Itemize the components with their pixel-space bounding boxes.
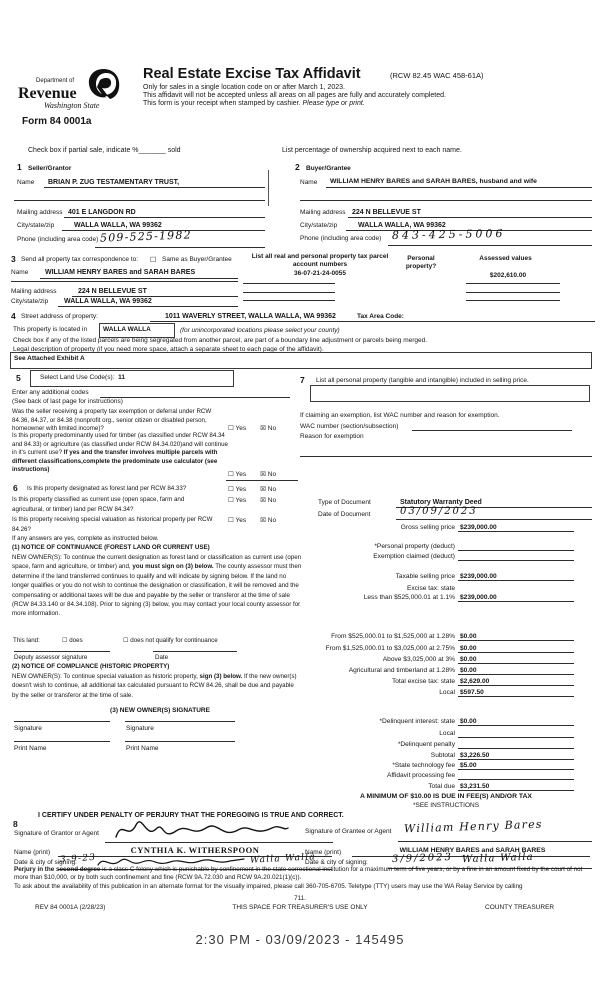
excise-row-personal-deduct	[0, 543, 455, 550]
row-value: $239,000.00	[460, 594, 497, 601]
seller-mailing-label: Mailing address	[17, 209, 63, 216]
notice1-c: The county assessor must then determine if the land transferred continues to qualify and will indicate by signing below. If the land no longer qualifies or you do not wish to continue the designation or classification, it will be removed and the compensating or additional taxes will be due and payable by the seller or transferor at the time of sale (RCW 84.33.140 or 84.34.108). Prior to signing (3) below, you may contact your local county assessor for more information.	[12, 563, 302, 618]
excise-row-tier1	[0, 594, 497, 601]
correspondence-send-label: Send all property tax correspondence to:	[21, 256, 139, 263]
seller-phone-value: 509-525-1982	[99, 228, 193, 245]
personal-property-heading-7: List all personal property (tangible and intangible) included in selling price.	[316, 377, 529, 384]
land-use-code: 11	[118, 374, 125, 381]
no-label: No	[267, 425, 277, 432]
yes-checkbox-icon: ☐	[228, 425, 234, 432]
date-of-document-value: 03/09/2023	[400, 506, 478, 517]
timber-question-bold: If yes and the transfer involves multiple parcels with different classifications,complete the predominate use calculator (see instructions)	[12, 449, 218, 474]
section4-number: 4	[11, 311, 16, 321]
row-label: Total excise tax: state	[391, 678, 455, 685]
perjury-bold: Perjury in the second degree	[14, 866, 101, 873]
personal-property-heading: Personal property?	[405, 255, 437, 271]
timber-question	[12, 432, 228, 475]
row-label: From $1,525,000.01 to $3,025,000 at 2.75%	[325, 645, 455, 652]
forest-land-question: Is this property designated as forest land per RCW 84.33?	[27, 485, 187, 492]
notice3-title: (3) NEW OWNER(S) SIGNATURE	[110, 707, 210, 714]
agency-name: Revenue	[18, 85, 77, 102]
any-yes-note: If any answers are yes, complete as instructed below.	[12, 535, 159, 542]
rule	[95, 247, 265, 248]
seller-phone-label: Phone (including area code)	[17, 236, 99, 243]
header-note-3-text: This form is your receipt when stamped by cashier.	[143, 100, 303, 107]
parcel-number: 36-07-21-24-0055	[293, 270, 347, 277]
does-checkbox-icon: ☐	[62, 637, 68, 644]
historic-answer	[228, 516, 276, 524]
county-value: WALLA WALLA	[103, 326, 151, 333]
historic-question: Is this property receiving special valuation as historical property per RCW 84.26?	[12, 516, 213, 533]
grantee-date-label: Date & city of signing:	[305, 859, 368, 866]
rule	[243, 283, 335, 284]
excise-row-gross	[0, 524, 497, 531]
section5-number: 5	[16, 373, 21, 383]
rule	[326, 187, 592, 188]
date-label: Date	[155, 654, 169, 661]
exemption-note: If claiming an exemption, list WAC number and reason for exemption.	[300, 412, 500, 419]
row-label: Exemption claimed (deduct)	[373, 553, 455, 560]
rule	[412, 430, 572, 431]
excise-row-tier4	[0, 656, 477, 663]
row-label: Gross selling price	[400, 524, 455, 531]
rule	[458, 779, 574, 780]
section2-number: 2	[295, 162, 300, 172]
tty-711: 711.	[294, 895, 306, 902]
seller-city-label: City/state/zip	[17, 222, 55, 229]
type-of-document-label: Type of Document	[318, 499, 371, 506]
row-label: Agricultural and timberland at 1.28%	[348, 667, 455, 674]
excise-row-total-state	[0, 678, 490, 685]
parcel-heading: List all real and personal property tax parcel account numbers	[251, 253, 389, 269]
tty-note: To ask about the availability of this publication in an alternate format for the visually impaired, please call 360-705-6705. Teletype (TTY) users may use the WA Relay Service by calling	[14, 883, 523, 890]
excise-row-processing-fee	[0, 772, 455, 779]
row-value: $0.00	[460, 645, 477, 652]
excise-row-delinquent-penalty	[0, 741, 455, 748]
cashier-stamp: 2:30 PM - 03/09/2023 - 145495	[195, 932, 405, 947]
assessed-value: $202,610.00	[489, 272, 527, 279]
row-label: *State technology fee	[392, 762, 455, 769]
grantee-date-hand: 3/9/2023	[391, 851, 454, 866]
grantor-date-hand: 3-9-23	[59, 852, 97, 866]
correspondence-mailing-value: 224 N BELLEVUE ST	[78, 288, 147, 295]
rule	[398, 841, 592, 842]
certify-statement: I CERTIFY UNDER PENALTY OF PERJURY THAT THE FOREGOING IS TRUE AND CORRECT.	[38, 812, 344, 819]
rule	[100, 397, 290, 398]
ownership-note: List percentage of ownership acquired next to each name.	[282, 147, 462, 154]
yes-checkbox-icon: ☐	[228, 471, 234, 478]
section3-number: 3	[11, 254, 16, 264]
segregated-note: Check box if any of the listed parcels are being segregated from another parcel, are part of a boundary line adjustment or parcels being merged.	[13, 337, 428, 344]
yes-label: Yes	[235, 486, 247, 493]
timber-question-text: Is this property predominantly used for timber (as classified under RCW 84.34 and 84.33) or agriculture (as classified under RCW 84.34.020)and will continue in it's current use?	[12, 432, 228, 457]
rule	[44, 187, 265, 188]
notice1-title: (1) NOTICE OF CONTINUANCE (FOREST LAND OR CURRENT USE)	[12, 544, 210, 551]
yes-label: Yes	[235, 471, 247, 478]
exemption-answer	[228, 424, 276, 432]
partial-sale-note: Check box if partial sale, indicate %_______ sold	[28, 147, 181, 154]
buyer-mailing-label: Mailing address	[300, 209, 346, 216]
rule	[458, 790, 574, 791]
print-name-label-1: Print Name	[14, 745, 47, 752]
perjury-note	[14, 866, 592, 882]
rule	[243, 300, 335, 301]
form-number: Form 84 0001a	[22, 116, 92, 127]
correspondence-city-value: WALLA WALLA, WA 99362	[64, 298, 152, 305]
excise-row-delinquent-local	[0, 730, 455, 737]
same-as-checkbox-icon: ☐	[150, 257, 157, 264]
grantor-city-hand: Walla Walla	[249, 852, 317, 866]
no-label: No	[267, 471, 277, 478]
excise-row-agricultural	[0, 667, 477, 674]
section8-number: 8	[13, 819, 18, 829]
rule	[458, 652, 574, 653]
buyer-name-label: Name	[300, 179, 318, 186]
row-value: $0.00	[460, 656, 477, 663]
legal-description-value: See Attached Exhibit A	[14, 355, 85, 362]
buyer-mailing-value: 224 N BELLEVUE ST	[352, 209, 421, 216]
does-not-label: does not qualify for continuance	[130, 637, 218, 644]
rule	[105, 842, 333, 843]
does-not-checkbox-icon: ☐	[123, 637, 129, 644]
back-of-page-note: (See back of last page for instructions)	[12, 398, 123, 405]
forest-land-answer	[228, 485, 276, 493]
row-value: $0.00	[460, 633, 477, 640]
row-label: Less than $525,000.01 at 1.1%	[363, 594, 455, 601]
buyer-city-label: City/state/zip	[300, 222, 338, 229]
rule	[348, 217, 592, 218]
yes-checkbox-icon: ☐	[228, 517, 234, 524]
see-instructions-note: *SEE INSTRUCTIONS	[412, 802, 480, 809]
excise-row-exemption-deduct	[0, 553, 455, 560]
rule	[458, 640, 574, 641]
header-note-3-italic: Please type or print.	[302, 100, 365, 107]
excise-row-total-due	[0, 783, 490, 790]
buyer-phone-value: 843-425-5006	[391, 227, 506, 242]
seller-mailing-value: 401 E LANGDON RD	[68, 209, 136, 216]
no-label: No	[267, 517, 277, 524]
row-label: Above $3,025,000 at 3%	[382, 656, 455, 663]
rule	[11, 281, 238, 282]
current-use-question: Is this property classified as current use (open space, farm and agricultural, or timber) land per RCW 84.34?	[12, 496, 185, 513]
rule	[458, 663, 574, 664]
signature-label-2: Signature	[126, 725, 154, 732]
assessed-values-heading: Assessed values	[479, 255, 532, 262]
row-value: $597.50	[460, 689, 484, 696]
agency-state: Washington State	[44, 101, 100, 110]
rule	[300, 200, 592, 201]
row-value: $0.00	[460, 718, 477, 725]
header-note-3	[143, 99, 365, 108]
yes-label: Yes	[235, 517, 247, 524]
seller-name-value: BRIAN P. ZUG TESTAMENTARY TRUST,	[48, 179, 180, 186]
no-checkbox-icon: ☒	[260, 486, 266, 493]
type-of-document-value: Statutory Warranty Deed	[400, 499, 482, 506]
row-label: Total due	[428, 783, 455, 790]
grantor-name-print: CYNTHIA K. WITHERSPOON	[130, 845, 260, 855]
yes-checkbox-icon: ☐	[228, 486, 234, 493]
rule	[458, 550, 574, 551]
section1-number: 1	[17, 162, 22, 172]
excise-row-state-header	[0, 585, 455, 592]
buyer-phone-label: Phone (including area code)	[300, 235, 382, 242]
rule	[58, 306, 238, 307]
rule	[243, 292, 335, 293]
row-label: *Delinquent interest: state	[379, 718, 455, 725]
reason-exemption-label: Reason for exemption	[300, 433, 364, 440]
same-as-label: Same as Buyer/Grantee	[162, 256, 232, 263]
seller-city-value: WALLA WALLA, WA 99362	[74, 222, 162, 229]
no-label: No	[267, 497, 277, 504]
notice1-b: you must sign on (3) below.	[132, 563, 214, 571]
row-label: Taxable selling price	[395, 573, 455, 580]
grantor-name-print-label: Name (print)	[14, 849, 51, 856]
footer-county-treasurer: COUNTY TREASURER	[485, 904, 555, 911]
rule	[458, 696, 574, 697]
exemption-question: Was the seller receiving a property tax exemption or deferral under RCW 84.36, 84.37, or 84.38 (nonprofit org., senior citizen or disabled person, homeowner with limited income)?	[12, 408, 212, 433]
legal-description-label: Legal description of property (if you need more space, attach a separate sheet to each page of the affidavit).	[13, 346, 324, 353]
section6-number: 6	[13, 483, 18, 493]
additional-codes-label: Enter any additional codes	[12, 389, 89, 396]
rule	[458, 601, 574, 602]
county-note: (for unincorporated locations please select your county)	[180, 327, 340, 334]
rule	[458, 737, 574, 738]
legal-description-box	[10, 352, 592, 369]
does-label: does	[69, 637, 83, 644]
rule	[458, 674, 574, 675]
grantee-signature-label: Signature of Grantee or Agent	[305, 828, 392, 835]
row-value: $0.00	[460, 667, 477, 674]
dor-logo-icon	[86, 68, 120, 100]
row-value: $239,000.00	[460, 573, 497, 580]
page-title: Real Estate Excise Tax Affidavit	[143, 66, 361, 82]
excise-row-local	[0, 689, 484, 696]
seller-name-label: Name	[17, 179, 35, 186]
column-divider	[268, 170, 269, 206]
current-use-answer	[228, 496, 276, 504]
yes-checkbox-icon: ☐	[228, 497, 234, 504]
excise-row-taxable	[0, 573, 497, 580]
row-label: *Delinquent penalty	[397, 741, 455, 748]
footer-rev: REV 84 0001A (2/28/23)	[35, 904, 106, 911]
perjury-rest: is a class C felony which is punishable by confinement in the state correctional institution for a maximum term of five years, or by a fine in an amount fixed by the court of not more than $10,000, or by both such confinement and fine (RCW 9A.72.030 and RCW 9A.20.021(1)(c)).	[14, 866, 583, 882]
row-value: $239,000.00	[460, 524, 497, 531]
correspondence-mailing-label: Mailing address	[11, 288, 57, 295]
grantor-signature-label: Signature of Grantor or Agent	[14, 830, 99, 837]
row-label: Local	[439, 730, 455, 737]
timber-answer	[228, 470, 276, 478]
street-address-value: 1011 WAVERLY STREET, WALLA WALLA, WA 99362	[165, 313, 336, 320]
date-of-document-label: Date of Document	[318, 511, 371, 518]
row-label: Affidavit processing fee	[386, 772, 455, 779]
row-value: $3,231.50	[460, 783, 490, 790]
section1-heading: Seller/Grantor	[28, 165, 72, 172]
yes-label: Yes	[235, 497, 247, 504]
rule	[458, 769, 574, 770]
rule	[150, 321, 595, 322]
footer-treasurer-space: THIS SPACE FOR TREASURER'S USE ONLY	[232, 904, 368, 911]
rule	[40, 278, 238, 279]
row-label: *Personal property (deduct)	[374, 543, 455, 550]
row-value: $5.00	[460, 762, 477, 769]
excise-row-subtotal	[0, 752, 490, 759]
rule	[300, 456, 592, 457]
yes-label: Yes	[235, 425, 247, 432]
minimum-fee-note: A MINIMUM OF $10.00 IS DUE IN FEE(S) AND/OR TAX	[360, 793, 532, 800]
this-land-label: This land:	[13, 637, 40, 644]
notice1-a: NEW OWNER(S): To continue the current designation as forest land or classification as current use (open space, farm and agriculture, or timber) and,	[12, 554, 302, 571]
rule	[458, 725, 574, 726]
notice2-a: NEW OWNER(S): To continue special valuation as historic property,	[12, 673, 200, 680]
grantee-signature: William Henry Bares	[403, 817, 543, 836]
section7-number: 7	[300, 375, 305, 385]
rule	[64, 217, 265, 218]
row-label: Local	[439, 689, 455, 696]
deputy-assessor-label: Deputy assessor signature	[14, 654, 88, 661]
row-value: $2,629.00	[460, 678, 490, 685]
buyer-city-value: WALLA WALLA, WA 99362	[358, 222, 446, 229]
rule	[458, 685, 574, 686]
grantee-name-print-label: Name (print)	[305, 849, 342, 856]
grantee-name-print: WILLIAM HENRY BARES and SARAH BARES	[399, 847, 546, 854]
personal-property-box	[310, 385, 590, 402]
header-note-1: Only for sales in a single location code on or after March 1, 2023.	[143, 84, 345, 91]
notice2-title: (2) NOTICE OF COMPLIANCE (HISTORIC PROPERTY)	[12, 663, 170, 670]
rule	[226, 480, 298, 481]
print-name-label-2: Print Name	[126, 745, 159, 752]
land-use-label	[40, 374, 125, 382]
located-in-label: This property is located in	[13, 326, 88, 333]
agency-dept-of: Department of	[36, 78, 75, 84]
row-label: Excise tax: state	[406, 585, 455, 592]
rule	[14, 200, 265, 201]
excise-row-tech-fee	[0, 762, 477, 769]
rule	[458, 531, 574, 532]
grantor-signature	[112, 815, 292, 843]
section2-heading: Buyer/Grantee	[306, 165, 351, 172]
rule	[458, 759, 574, 760]
no-checkbox-icon: ☒	[260, 425, 266, 432]
buyer-name-value: WILLIAM HENRY BARES and SARAH BARES, husband and wife	[330, 178, 537, 185]
header-note-2: This affidavit will not be accepted unless all areas on all pages are fully and accurately completed.	[143, 92, 446, 99]
correspondence-city-label: City/state/zip	[11, 298, 49, 305]
grantor-date-label: Date & city of signing:	[14, 859, 77, 866]
grantee-city-hand: Walla Walla	[461, 851, 535, 866]
tax-area-code-label: Tax Area Code:	[357, 313, 404, 320]
street-address-label: Street address of property:	[21, 313, 98, 320]
excise-row-delinquent-interest	[0, 718, 477, 725]
no-label: No	[267, 486, 277, 493]
signature-label-1: Signature	[14, 725, 42, 732]
rule	[466, 300, 560, 301]
excise-row-tier2	[0, 633, 477, 640]
row-value: $3,226.50	[460, 752, 490, 759]
rule	[458, 560, 574, 561]
correspondence-name-value: WILLIAM HENRY BARES and SARAH BARES	[45, 269, 196, 276]
notice2-c: If the new owner(s) doesn't wish to continue, all additional tax calculated pursuant to RCW 84.26, shall be due and payable by the seller or transferor at the time of sale.	[12, 673, 297, 699]
rule	[458, 748, 574, 749]
no-checkbox-icon: ☒	[260, 497, 266, 504]
title-rcw: (RCW 82.45 WAC 458-61A)	[390, 71, 484, 80]
wac-number-label: WAC number (section/subsection)	[300, 423, 399, 430]
no-checkbox-icon: ☒	[260, 517, 266, 524]
correspondence-name-label: Name	[11, 269, 29, 276]
rule	[458, 580, 574, 581]
row-label: Subtotal	[430, 752, 455, 759]
excise-row-tier3	[0, 645, 477, 652]
row-label: From $525,000.01 to $1,525,000 at 1.28%	[331, 633, 455, 640]
rule	[466, 283, 560, 284]
no-checkbox-icon: ☒	[260, 471, 266, 478]
rule	[388, 245, 592, 246]
land-use-label-text: Select Land Use Code(s):	[40, 374, 115, 381]
notice2-b: sign (3) below.	[199, 673, 243, 680]
rule	[396, 519, 592, 520]
rule	[466, 292, 560, 293]
